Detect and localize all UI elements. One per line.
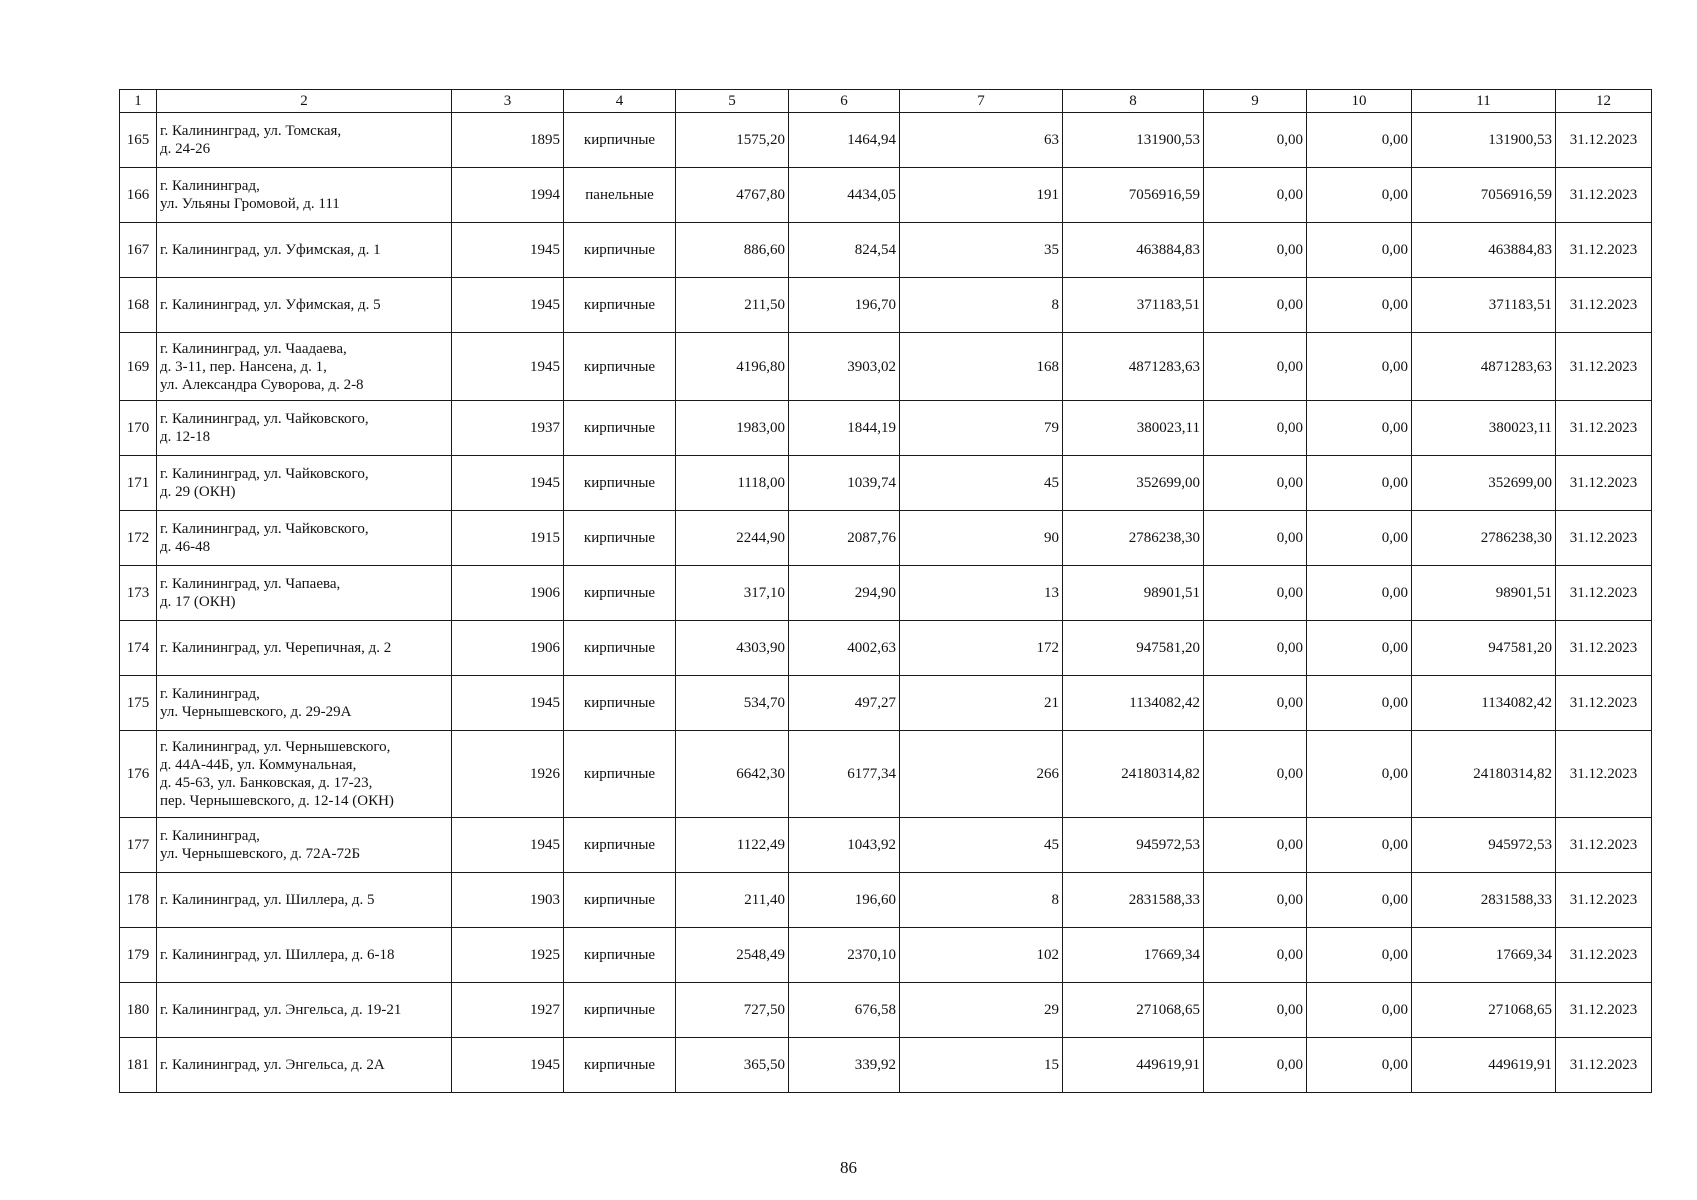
address-line: г. Калининград, ул. Энгельса, д. 2А	[160, 1057, 385, 1073]
address-cell	[157, 983, 452, 1038]
column-10-value: 0,00	[1307, 818, 1412, 873]
column-5-value: 211,40	[676, 873, 789, 928]
year-built-cell: 1906	[452, 566, 564, 621]
date-cell: 31.12.2023	[1556, 401, 1652, 456]
column-8-value: 98901,51	[1063, 566, 1204, 621]
year-built-cell: 1927	[452, 983, 564, 1038]
wall-material-cell: кирпичные	[564, 731, 676, 818]
column-7-value: 266	[900, 731, 1063, 818]
column-7-value: 8	[900, 278, 1063, 333]
column-10-value: 0,00	[1307, 511, 1412, 566]
column-7-value: 21	[900, 676, 1063, 731]
column-7-value: 15	[900, 1038, 1063, 1093]
column-6-value: 1039,74	[789, 456, 900, 511]
table-row	[120, 511, 1652, 566]
row-number: 176	[120, 731, 157, 818]
table-row	[120, 818, 1652, 873]
date-cell: 31.12.2023	[1556, 456, 1652, 511]
table-row	[120, 168, 1652, 223]
column-6-value: 4434,05	[789, 168, 900, 223]
date-cell: 31.12.2023	[1556, 566, 1652, 621]
year-built-cell: 1906	[452, 621, 564, 676]
date-cell: 31.12.2023	[1556, 333, 1652, 401]
column-8-value: 463884,83	[1063, 223, 1204, 278]
column-header-5: 5	[676, 90, 789, 113]
row-number: 172	[120, 511, 157, 566]
row-number: 175	[120, 676, 157, 731]
column-6-value: 294,90	[789, 566, 900, 621]
year-built-cell: 1937	[452, 401, 564, 456]
column-9-value: 0,00	[1204, 333, 1307, 401]
column-8-value: 131900,53	[1063, 113, 1204, 168]
column-8-value: 1134082,42	[1063, 676, 1204, 731]
column-7-value: 8	[900, 873, 1063, 928]
page-number: 86	[840, 1158, 857, 1177]
address-line: г. Калининград, ул. Уфимская, д. 5	[160, 297, 381, 313]
date-cell: 31.12.2023	[1556, 818, 1652, 873]
column-10-value: 0,00	[1307, 983, 1412, 1038]
address-line: г. Калининград,	[160, 828, 260, 844]
column-11-value: 945972,53	[1412, 818, 1556, 873]
address-line: д. 29 (ОКН)	[160, 484, 236, 500]
table-row	[120, 983, 1652, 1038]
column-header-2: 2	[157, 90, 452, 113]
row-number: 165	[120, 113, 157, 168]
address-cell	[157, 113, 452, 168]
column-11-value: 947581,20	[1412, 621, 1556, 676]
year-built-cell: 1945	[452, 1038, 564, 1093]
wall-material-cell: кирпичные	[564, 113, 676, 168]
column-8-value: 17669,34	[1063, 928, 1204, 983]
column-10-value: 0,00	[1307, 401, 1412, 456]
column-header-11: 11	[1412, 90, 1556, 113]
column-5-value: 211,50	[676, 278, 789, 333]
column-11-value: 2786238,30	[1412, 511, 1556, 566]
address-cell	[157, 401, 452, 456]
table-row	[120, 278, 1652, 333]
date-cell: 31.12.2023	[1556, 621, 1652, 676]
address-line: г. Калининград, ул. Энгельса, д. 19-21	[160, 1002, 402, 1018]
column-5-value: 886,60	[676, 223, 789, 278]
column-header-12: 12	[1556, 90, 1652, 113]
column-7-value: 29	[900, 983, 1063, 1038]
column-6-value: 339,92	[789, 1038, 900, 1093]
year-built-cell: 1925	[452, 928, 564, 983]
column-11-value: 380023,11	[1412, 401, 1556, 456]
column-10-value: 0,00	[1307, 731, 1412, 818]
table-row	[120, 873, 1652, 928]
column-8-value: 7056916,59	[1063, 168, 1204, 223]
column-6-value: 2087,76	[789, 511, 900, 566]
column-6-value: 6177,34	[789, 731, 900, 818]
column-9-value: 0,00	[1204, 113, 1307, 168]
column-5-value: 2548,49	[676, 928, 789, 983]
address-line: д. 3-11, пер. Нансена, д. 1,	[160, 358, 327, 375]
year-built-cell: 1895	[452, 113, 564, 168]
column-7-value: 13	[900, 566, 1063, 621]
address-line: ул. Ульяны Громовой, д. 111	[160, 196, 340, 212]
column-8-value: 2831588,33	[1063, 873, 1204, 928]
year-built-cell: 1903	[452, 873, 564, 928]
address-line: г. Калининград, ул. Чаадаева,	[160, 340, 347, 357]
housing-registry-table	[119, 89, 1652, 1093]
year-built-cell: 1945	[452, 676, 564, 731]
address-line: г. Калининград, ул. Томская,	[160, 123, 342, 139]
column-7-value: 90	[900, 511, 1063, 566]
date-cell: 31.12.2023	[1556, 113, 1652, 168]
row-number: 167	[120, 223, 157, 278]
table-row	[120, 223, 1652, 278]
column-11-value: 17669,34	[1412, 928, 1556, 983]
date-cell: 31.12.2023	[1556, 511, 1652, 566]
column-9-value: 0,00	[1204, 401, 1307, 456]
column-6-value: 196,70	[789, 278, 900, 333]
column-11-value: 271068,65	[1412, 983, 1556, 1038]
row-number: 174	[120, 621, 157, 676]
column-9-value: 0,00	[1204, 621, 1307, 676]
column-10-value: 0,00	[1307, 1038, 1412, 1093]
column-6-value: 497,27	[789, 676, 900, 731]
column-header-3: 3	[452, 90, 564, 113]
column-11-value: 131900,53	[1412, 113, 1556, 168]
year-built-cell: 1945	[452, 333, 564, 401]
row-number: 169	[120, 333, 157, 401]
row-number: 177	[120, 818, 157, 873]
column-5-value: 4303,90	[676, 621, 789, 676]
column-6-value: 196,60	[789, 873, 900, 928]
table-row	[120, 113, 1652, 168]
address-line: пер. Чернышевского, д. 12-14 (ОКН)	[160, 793, 394, 809]
column-8-value: 271068,65	[1063, 983, 1204, 1038]
address-line: г. Калининград, ул. Черепичная, д. 2	[160, 640, 392, 656]
date-cell: 31.12.2023	[1556, 223, 1652, 278]
table-row	[120, 401, 1652, 456]
table-row	[120, 456, 1652, 511]
column-10-value: 0,00	[1307, 928, 1412, 983]
date-cell: 31.12.2023	[1556, 168, 1652, 223]
column-6-value: 824,54	[789, 223, 900, 278]
column-10-value: 0,00	[1307, 621, 1412, 676]
wall-material-cell: кирпичные	[564, 333, 676, 401]
column-9-value: 0,00	[1204, 676, 1307, 731]
column-8-value: 371183,51	[1063, 278, 1204, 333]
column-8-value: 4871283,63	[1063, 333, 1204, 401]
date-cell: 31.12.2023	[1556, 676, 1652, 731]
column-7-value: 172	[900, 621, 1063, 676]
column-5-value: 534,70	[676, 676, 789, 731]
column-9-value: 0,00	[1204, 566, 1307, 621]
table-row	[120, 676, 1652, 731]
column-5-value: 1983,00	[676, 401, 789, 456]
column-11-value: 1134082,42	[1412, 676, 1556, 731]
column-7-value: 102	[900, 928, 1063, 983]
column-6-value: 2370,10	[789, 928, 900, 983]
column-header-10: 10	[1307, 90, 1412, 113]
column-9-value: 0,00	[1204, 818, 1307, 873]
column-11-value: 2831588,33	[1412, 873, 1556, 928]
date-cell: 31.12.2023	[1556, 873, 1652, 928]
address-line: г. Калининград, ул. Чайковского,	[160, 466, 369, 482]
row-number: 171	[120, 456, 157, 511]
wall-material-cell: кирпичные	[564, 676, 676, 731]
address-cell	[157, 621, 452, 676]
column-11-value: 371183,51	[1412, 278, 1556, 333]
column-9-value: 0,00	[1204, 873, 1307, 928]
column-7-value: 191	[900, 168, 1063, 223]
address-cell	[157, 168, 452, 223]
date-cell: 31.12.2023	[1556, 983, 1652, 1038]
address-line: д. 17 (ОКН)	[160, 594, 236, 610]
column-7-value: 79	[900, 401, 1063, 456]
address-line: г. Калининград, ул. Шиллера, д. 5	[160, 892, 375, 908]
column-8-value: 947581,20	[1063, 621, 1204, 676]
column-5-value: 2244,90	[676, 511, 789, 566]
column-10-value: 0,00	[1307, 676, 1412, 731]
column-header-9: 9	[1204, 90, 1307, 113]
column-header-6: 6	[789, 90, 900, 113]
column-header-7: 7	[900, 90, 1063, 113]
address-line: г. Калининград, ул. Уфимская, д. 1	[160, 242, 381, 258]
address-cell	[157, 511, 452, 566]
document-sheet	[119, 89, 1652, 1093]
wall-material-cell: кирпичные	[564, 401, 676, 456]
address-line: д. 44А-44Б, ул. Коммунальная,	[160, 757, 357, 773]
table-row	[120, 928, 1652, 983]
column-8-value: 2786238,30	[1063, 511, 1204, 566]
column-11-value: 7056916,59	[1412, 168, 1556, 223]
date-cell: 31.12.2023	[1556, 1038, 1652, 1093]
address-cell	[157, 1038, 452, 1093]
year-built-cell: 1945	[452, 818, 564, 873]
address-cell	[157, 676, 452, 731]
wall-material-cell: кирпичные	[564, 223, 676, 278]
column-10-value: 0,00	[1307, 278, 1412, 333]
address-cell	[157, 456, 452, 511]
date-cell: 31.12.2023	[1556, 731, 1652, 818]
wall-material-cell: кирпичные	[564, 818, 676, 873]
address-line: г. Калининград, ул. Чайковского,	[160, 411, 369, 427]
wall-material-cell: кирпичные	[564, 566, 676, 621]
column-5-value: 1575,20	[676, 113, 789, 168]
column-9-value: 0,00	[1204, 168, 1307, 223]
address-line: д. 46-48	[160, 539, 211, 555]
year-built-cell: 1945	[452, 223, 564, 278]
address-line: г. Калининград,	[160, 686, 260, 702]
column-number-header-row	[120, 90, 1652, 113]
column-7-value: 63	[900, 113, 1063, 168]
column-11-value: 24180314,82	[1412, 731, 1556, 818]
column-header-8: 8	[1063, 90, 1204, 113]
year-built-cell: 1994	[452, 168, 564, 223]
column-6-value: 1844,19	[789, 401, 900, 456]
column-11-value: 352699,00	[1412, 456, 1556, 511]
column-10-value: 0,00	[1307, 456, 1412, 511]
column-6-value: 1043,92	[789, 818, 900, 873]
row-number: 168	[120, 278, 157, 333]
column-7-value: 168	[900, 333, 1063, 401]
column-10-value: 0,00	[1307, 113, 1412, 168]
address-line: д. 12-18	[160, 429, 211, 445]
column-7-value: 45	[900, 456, 1063, 511]
column-5-value: 6642,30	[676, 731, 789, 818]
column-10-value: 0,00	[1307, 873, 1412, 928]
year-built-cell: 1926	[452, 731, 564, 818]
column-8-value: 24180314,82	[1063, 731, 1204, 818]
column-11-value: 449619,91	[1412, 1038, 1556, 1093]
column-5-value: 4767,80	[676, 168, 789, 223]
column-7-value: 45	[900, 818, 1063, 873]
year-built-cell: 1915	[452, 511, 564, 566]
row-number: 173	[120, 566, 157, 621]
column-6-value: 3903,02	[789, 333, 900, 401]
address-cell	[157, 566, 452, 621]
address-line: ул. Чернышевского, д. 72А-72Б	[160, 846, 361, 862]
table-row	[120, 333, 1652, 401]
date-cell: 31.12.2023	[1556, 928, 1652, 983]
column-5-value: 4196,80	[676, 333, 789, 401]
address-cell	[157, 333, 452, 401]
column-header-1: 1	[120, 90, 157, 113]
row-number: 166	[120, 168, 157, 223]
wall-material-cell: панельные	[564, 168, 676, 223]
column-5-value: 1122,49	[676, 818, 789, 873]
address-cell	[157, 731, 452, 818]
address-cell	[157, 818, 452, 873]
row-number: 180	[120, 983, 157, 1038]
column-9-value: 0,00	[1204, 983, 1307, 1038]
year-built-cell: 1945	[452, 278, 564, 333]
column-9-value: 0,00	[1204, 731, 1307, 818]
column-9-value: 0,00	[1204, 223, 1307, 278]
table-row	[120, 621, 1652, 676]
column-5-value: 727,50	[676, 983, 789, 1038]
year-built-cell: 1945	[452, 456, 564, 511]
wall-material-cell: кирпичные	[564, 511, 676, 566]
column-6-value: 1464,94	[789, 113, 900, 168]
column-9-value: 0,00	[1204, 1038, 1307, 1093]
column-8-value: 945972,53	[1063, 818, 1204, 873]
column-9-value: 0,00	[1204, 456, 1307, 511]
column-header-4: 4	[564, 90, 676, 113]
wall-material-cell: кирпичные	[564, 1038, 676, 1093]
date-cell: 31.12.2023	[1556, 278, 1652, 333]
row-number: 181	[120, 1038, 157, 1093]
column-11-value: 98901,51	[1412, 566, 1556, 621]
table-row	[120, 1038, 1652, 1093]
column-10-value: 0,00	[1307, 168, 1412, 223]
wall-material-cell: кирпичные	[564, 983, 676, 1038]
column-8-value: 449619,91	[1063, 1038, 1204, 1093]
address-cell	[157, 873, 452, 928]
column-10-value: 0,00	[1307, 566, 1412, 621]
column-5-value: 1118,00	[676, 456, 789, 511]
address-line: ул. Чернышевского, д. 29-29А	[160, 704, 352, 720]
address-line: г. Калининград, ул. Чернышевского,	[160, 739, 391, 755]
column-6-value: 4002,63	[789, 621, 900, 676]
address-line: г. Калининград,	[160, 178, 260, 194]
wall-material-cell: кирпичные	[564, 928, 676, 983]
address-cell	[157, 278, 452, 333]
column-11-value: 4871283,63	[1412, 333, 1556, 401]
column-6-value: 676,58	[789, 983, 900, 1038]
column-8-value: 352699,00	[1063, 456, 1204, 511]
wall-material-cell: кирпичные	[564, 873, 676, 928]
column-10-value: 0,00	[1307, 223, 1412, 278]
wall-material-cell: кирпичные	[564, 456, 676, 511]
address-line: г. Калининград, ул. Чайковского,	[160, 521, 369, 537]
wall-material-cell: кирпичные	[564, 278, 676, 333]
table-row	[120, 731, 1652, 818]
column-9-value: 0,00	[1204, 928, 1307, 983]
row-number: 178	[120, 873, 157, 928]
address-line: г. Калининград, ул. Шиллера, д. 6-18	[160, 947, 395, 963]
column-8-value: 380023,11	[1063, 401, 1204, 456]
address-line: г. Калининград, ул. Чапаева,	[160, 576, 341, 592]
column-11-value: 463884,83	[1412, 223, 1556, 278]
column-5-value: 317,10	[676, 566, 789, 621]
row-number: 179	[120, 928, 157, 983]
row-number: 170	[120, 401, 157, 456]
address-line: д. 45-63, ул. Банковская, д. 17-23,	[160, 775, 373, 791]
column-5-value: 365,50	[676, 1038, 789, 1093]
table-row	[120, 566, 1652, 621]
wall-material-cell: кирпичные	[564, 621, 676, 676]
address-line: ул. Александра Суворова, д. 2-8	[160, 376, 364, 393]
column-7-value: 35	[900, 223, 1063, 278]
column-9-value: 0,00	[1204, 278, 1307, 333]
address-cell	[157, 928, 452, 983]
column-9-value: 0,00	[1204, 511, 1307, 566]
table-body	[120, 113, 1652, 1093]
column-10-value: 0,00	[1307, 333, 1412, 401]
address-cell	[157, 223, 452, 278]
address-line: д. 24-26	[160, 141, 211, 157]
